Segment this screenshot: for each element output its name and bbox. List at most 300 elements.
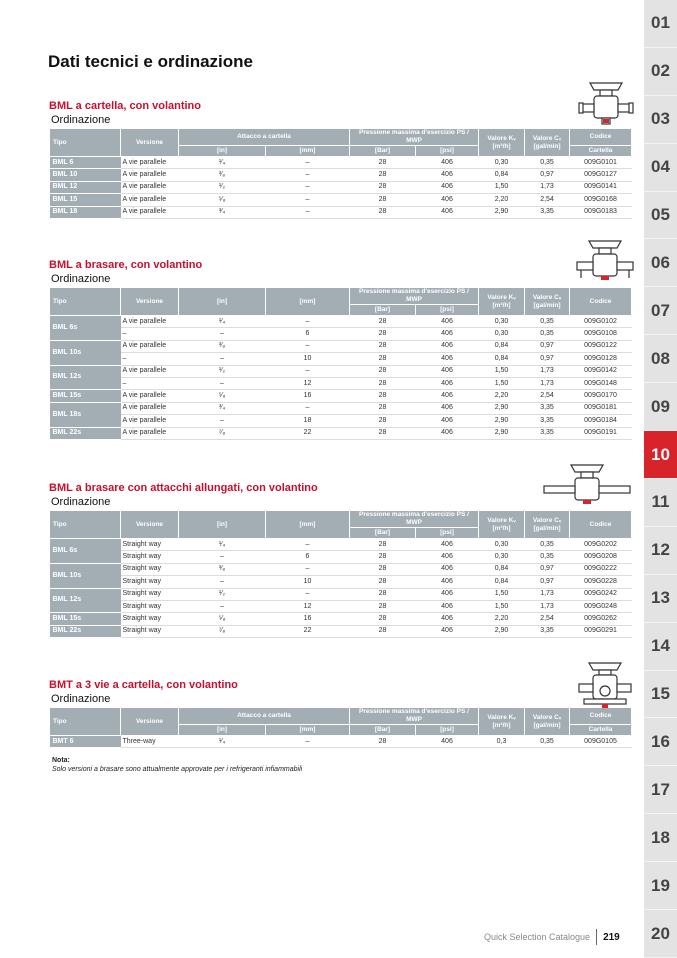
cell-versione: Straight way — [121, 613, 179, 625]
table-row — [50, 402, 632, 414]
header-in: [in] — [179, 511, 266, 539]
valve-flare-illustration — [578, 79, 634, 131]
header-cv: Valore Cᵥ [gal/min] — [525, 288, 570, 316]
chapter-tab-10[interactable]: 10 — [644, 431, 677, 479]
header-cv: Valore Cᵥ [gal/min] — [525, 511, 570, 539]
cell-bar: 28 — [350, 328, 416, 340]
cell-versione: A vie parallele — [121, 169, 179, 181]
cell-kv: 2,20 — [479, 194, 525, 206]
cell-psi: 406 — [416, 353, 479, 365]
cell-mm: 18 — [266, 415, 350, 427]
cell-codice: 009G0168 — [570, 194, 632, 206]
chapter-tab-03[interactable]: 03 — [644, 96, 677, 144]
cell-kv: 2,90 — [479, 427, 525, 439]
table-row — [50, 588, 632, 600]
chapter-tab-20[interactable]: 20 — [644, 910, 677, 958]
header-pressione: Pressione massima d'esercizio PS / MWP — [350, 708, 479, 725]
cell-psi: 406 — [416, 613, 479, 625]
cell-codice: 009G0128 — [570, 353, 632, 365]
cell-versione: Three-way — [121, 736, 179, 748]
cell-versione: A vie parallele — [121, 194, 179, 206]
order-table — [49, 128, 632, 219]
cell-tipo: BML 12s — [50, 588, 121, 613]
header-codice: Codice — [570, 708, 632, 725]
cell-codice: 009G0191 — [570, 427, 632, 439]
cell-tipo: BML 18s — [50, 402, 121, 427]
header-cv: Valore Cᵥ [gal/min] — [525, 129, 570, 157]
header-mm: [mm] — [266, 146, 350, 157]
cell-tipo: BML 15s — [50, 390, 121, 402]
cell-bar: 28 — [350, 625, 416, 637]
cell-codice: 009G0122 — [570, 340, 632, 352]
cell-codice: 009G0108 — [570, 328, 632, 340]
header-kv: Valore Kᵥ [m³/h] — [479, 129, 525, 157]
note — [52, 756, 302, 774]
header-tipo: Tipo — [50, 288, 121, 316]
cell-cv: 1,73 — [525, 181, 570, 193]
cell-mm: 12 — [266, 600, 350, 612]
cell-versione: – — [121, 328, 179, 340]
cell-kv: 0,30 — [479, 551, 525, 563]
cell-cv: 0,35 — [525, 328, 570, 340]
page-number: 219 — [603, 931, 620, 943]
note-label: Nota: — [52, 757, 70, 764]
cell-tipo: BML 6s — [50, 316, 121, 341]
table-row — [50, 194, 632, 206]
cell-bar: 28 — [350, 340, 416, 352]
cell-kv: 2,20 — [479, 613, 525, 625]
chapter-tab-16[interactable]: 16 — [644, 719, 677, 767]
cell-in: ³⁄₈ — [179, 340, 266, 352]
cell-bar: 28 — [350, 402, 416, 414]
cell-psi: 406 — [416, 206, 479, 218]
header-bar: [Bar] — [350, 528, 416, 539]
cell-codice: 009G0105 — [570, 736, 632, 748]
cell-mm: 16 — [266, 613, 350, 625]
cell-bar: 28 — [350, 181, 416, 193]
chapter-tab-18[interactable]: 18 — [644, 814, 677, 862]
chapter-tabs — [644, 0, 677, 958]
cell-bar: 28 — [350, 206, 416, 218]
cell-kv: 1,50 — [479, 365, 525, 377]
table-row — [50, 390, 632, 402]
header-versione: Versione — [121, 288, 179, 316]
cell-cv: 0,35 — [525, 736, 570, 748]
order-table — [49, 287, 632, 440]
cell-cv: 3,35 — [525, 402, 570, 414]
cell-cv: 3,35 — [525, 427, 570, 439]
section-subtitle: Ordinazione — [51, 273, 111, 285]
table-row — [50, 625, 632, 637]
cell-cv: 2,54 — [525, 390, 570, 402]
header-kv: Valore Kᵥ [m³/h] — [479, 708, 525, 736]
cell-bar: 28 — [350, 415, 416, 427]
cell-in: ¹⁄₂ — [179, 181, 266, 193]
cell-versione: A vie parallele — [121, 365, 179, 377]
cell-codice: 009G0127 — [570, 169, 632, 181]
header-mm: [mm] — [266, 288, 350, 316]
section-subtitle: Ordinazione — [51, 693, 111, 705]
cell-mm: 10 — [266, 353, 350, 365]
footer-divider — [596, 929, 597, 945]
section-title: BMT a 3 vie a cartella, con volantino — [49, 679, 238, 691]
header-cartella: Cartella — [570, 146, 632, 157]
cell-tipo: BML 18 — [50, 206, 121, 218]
cell-in: ⁷⁄₈ — [179, 625, 266, 637]
header-cv: Valore Cᵥ [gal/min] — [525, 708, 570, 736]
cell-in: ⁷⁄₈ — [179, 427, 266, 439]
chapter-tab-05[interactable]: 05 — [644, 192, 677, 240]
cell-tipo: BML 10 — [50, 169, 121, 181]
chapter-tab-12[interactable]: 12 — [644, 527, 677, 575]
chapter-tab-06[interactable]: 06 — [644, 240, 677, 288]
header-pressione: Pressione massima d'esercizio PS / MWP — [350, 511, 479, 528]
table-row — [50, 551, 632, 563]
cell-codice: 009G0222 — [570, 563, 632, 575]
chapter-tab-14[interactable]: 14 — [644, 623, 677, 671]
cell-cv: 0,35 — [525, 539, 570, 551]
cell-cv: 0,35 — [525, 157, 570, 169]
table-row — [50, 539, 632, 551]
cell-codice: 009G0184 — [570, 415, 632, 427]
order-table — [49, 707, 632, 748]
cell-mm: 6 — [266, 551, 350, 563]
cell-bar: 28 — [350, 169, 416, 181]
table-row — [50, 377, 632, 389]
cell-psi: 406 — [416, 588, 479, 600]
cell-mm: 12 — [266, 377, 350, 389]
header-attacco: Attacco a cartella — [179, 129, 350, 146]
cell-versione: Straight way — [121, 576, 179, 588]
table-row — [50, 353, 632, 365]
cell-versione: A vie parallele — [121, 181, 179, 193]
chapter-tab-19[interactable]: 19 — [644, 862, 677, 910]
cell-bar: 28 — [350, 316, 416, 328]
header-cartella: Cartella — [570, 725, 632, 736]
cell-bar: 28 — [350, 551, 416, 563]
header-versione: Versione — [121, 511, 179, 539]
valve-extended-illustration — [540, 462, 634, 510]
cell-kv: 0,30 — [479, 157, 525, 169]
table-row — [50, 181, 632, 193]
cell-codice: 009G0141 — [570, 181, 632, 193]
header-in: [in] — [179, 288, 266, 316]
cell-tipo: BML 15s — [50, 613, 121, 625]
cell-mm: – — [266, 316, 350, 328]
cell-mm: 6 — [266, 328, 350, 340]
cell-codice: 009G0148 — [570, 377, 632, 389]
cell-psi: 406 — [416, 539, 479, 551]
cell-in: ⁵⁄₈ — [179, 613, 266, 625]
cell-codice: 009G0142 — [570, 365, 632, 377]
cell-versione: A vie parallele — [121, 157, 179, 169]
cell-in: ¹⁄₄ — [179, 316, 266, 328]
header-kv: Valore Kᵥ [m³/h] — [479, 511, 525, 539]
section-bml-cartella — [49, 99, 631, 219]
cell-psi: 406 — [416, 415, 479, 427]
header-versione: Versione — [121, 708, 179, 736]
cell-bar: 28 — [350, 427, 416, 439]
cell-mm: – — [266, 563, 350, 575]
table-row — [50, 365, 632, 377]
chapter-tab-13[interactable]: 13 — [644, 575, 677, 623]
cell-cv: 0,97 — [525, 169, 570, 181]
cell-bar: 28 — [350, 613, 416, 625]
table-row — [50, 340, 632, 352]
header-tipo: Tipo — [50, 708, 121, 736]
chapter-tab-09[interactable]: 09 — [644, 383, 677, 431]
section-title: BML a cartella, con volantino — [49, 100, 201, 112]
cell-in: – — [179, 551, 266, 563]
cell-mm: 22 — [266, 427, 350, 439]
cell-kv: 2,20 — [479, 390, 525, 402]
cell-bar: 28 — [350, 365, 416, 377]
section-bml-brasare — [49, 258, 631, 440]
cell-codice: 009G0291 — [570, 625, 632, 637]
cell-versione: Straight way — [121, 588, 179, 600]
cell-kv: 0,30 — [479, 328, 525, 340]
cell-mm: – — [266, 340, 350, 352]
cell-tipo: BML 10s — [50, 340, 121, 365]
cell-cv: 0,97 — [525, 340, 570, 352]
cell-kv: 0,84 — [479, 340, 525, 352]
cell-bar: 28 — [350, 600, 416, 612]
cell-codice: 009G0102 — [570, 316, 632, 328]
cell-bar: 28 — [350, 194, 416, 206]
valve-3way-illustration — [576, 660, 634, 710]
cell-kv: 2,90 — [479, 402, 525, 414]
cell-psi: 406 — [416, 563, 479, 575]
cell-bar: 28 — [350, 563, 416, 575]
cell-codice: 009G0228 — [570, 576, 632, 588]
cell-codice: 009G0248 — [570, 600, 632, 612]
cell-psi: 406 — [416, 625, 479, 637]
header-in: [in] — [179, 146, 266, 157]
cell-bar: 28 — [350, 353, 416, 365]
header-bar: [Bar] — [350, 305, 416, 316]
header-in: [in] — [179, 725, 266, 736]
cell-bar: 28 — [350, 736, 416, 748]
cell-psi: 406 — [416, 576, 479, 588]
table-row — [50, 427, 632, 439]
cell-codice: 009G0101 — [570, 157, 632, 169]
header-psi: [psi] — [416, 725, 479, 736]
order-table — [49, 510, 632, 638]
cell-kv: 0,3 — [479, 736, 525, 748]
cell-psi: 406 — [416, 390, 479, 402]
table-row — [50, 600, 632, 612]
cell-codice: 009G0242 — [570, 588, 632, 600]
cell-versione: A vie parallele — [121, 390, 179, 402]
header-codice: Codice — [570, 129, 632, 146]
cell-versione: A vie parallele — [121, 427, 179, 439]
cell-kv: 2,90 — [479, 415, 525, 427]
cell-mm: – — [266, 402, 350, 414]
cell-psi: 406 — [416, 377, 479, 389]
cell-mm: 10 — [266, 576, 350, 588]
cell-in: ³⁄₄ — [179, 206, 266, 218]
chapter-tab-01[interactable]: 01 — [644, 0, 677, 48]
cell-tipo: BML 6 — [50, 157, 121, 169]
cell-cv: 3,35 — [525, 206, 570, 218]
cell-psi: 406 — [416, 316, 479, 328]
cell-psi: 406 — [416, 551, 479, 563]
header-codice: Codice — [570, 511, 632, 539]
cell-tipo: BML 12s — [50, 365, 121, 390]
cell-in: ³⁄₈ — [179, 563, 266, 575]
cell-bar: 28 — [350, 390, 416, 402]
cell-codice: 009G0202 — [570, 539, 632, 551]
cell-mm: – — [266, 181, 350, 193]
cell-cv: 0,97 — [525, 353, 570, 365]
cell-bar: 28 — [350, 377, 416, 389]
cell-kv: 0,84 — [479, 563, 525, 575]
cell-tipo: BML 22s — [50, 625, 121, 637]
cell-in: – — [179, 353, 266, 365]
cell-in: ¹⁄₄ — [179, 539, 266, 551]
cell-kv: 1,50 — [479, 600, 525, 612]
header-codice: Codice — [570, 288, 632, 316]
note-text: Solo versioni a brasare sono attualmente approvate per i refrigeranti infiammabili — [52, 766, 303, 773]
chapter-tab-17[interactable]: 17 — [644, 766, 677, 814]
header-bar: [Bar] — [350, 725, 416, 736]
table-row — [50, 613, 632, 625]
cell-psi: 406 — [416, 427, 479, 439]
cell-in: ⁵⁄₈ — [179, 390, 266, 402]
chapter-tab-15[interactable]: 15 — [644, 671, 677, 719]
cell-in: ¹⁄₂ — [179, 365, 266, 377]
cell-codice: 009G0181 — [570, 402, 632, 414]
cell-cv: 1,73 — [525, 588, 570, 600]
section-title: BML a brasare con attacchi allungati, con volantino — [49, 482, 318, 494]
header-psi: [psi] — [416, 528, 479, 539]
cell-kv: 1,50 — [479, 377, 525, 389]
cell-kv: 2,90 — [479, 206, 525, 218]
catalogue-name: Quick Selection Catalogue — [484, 932, 591, 942]
header-versione: Versione — [121, 129, 179, 157]
header-bar: [Bar] — [350, 146, 416, 157]
cell-in: ¹⁄₂ — [179, 588, 266, 600]
cell-mm: – — [266, 539, 350, 551]
cell-mm: – — [266, 588, 350, 600]
cell-kv: 0,84 — [479, 169, 525, 181]
cell-tipo: BML 10s — [50, 563, 121, 588]
valve-brazing-illustration — [575, 238, 635, 286]
cell-psi: 406 — [416, 328, 479, 340]
cell-in: ¹⁄₄ — [179, 157, 266, 169]
cell-mm: – — [266, 365, 350, 377]
cell-in: – — [179, 415, 266, 427]
cell-in: – — [179, 600, 266, 612]
cell-in: – — [179, 576, 266, 588]
header-psi: [psi] — [416, 146, 479, 157]
cell-cv: 3,35 — [525, 625, 570, 637]
cell-versione: Straight way — [121, 563, 179, 575]
chapter-tab-07[interactable]: 07 — [644, 287, 677, 335]
cell-in: ⁵⁄₈ — [179, 194, 266, 206]
cell-psi: 406 — [416, 340, 479, 352]
cell-kv: 2,90 — [479, 625, 525, 637]
cell-kv: 0,30 — [479, 316, 525, 328]
cell-tipo: BMT 6 — [50, 736, 121, 748]
header-psi: [psi] — [416, 305, 479, 316]
cell-cv: 0,35 — [525, 551, 570, 563]
table-row — [50, 328, 632, 340]
table-row — [50, 206, 632, 218]
cell-versione: A vie parallele — [121, 402, 179, 414]
cell-cv: 1,73 — [525, 365, 570, 377]
cell-mm: 22 — [266, 625, 350, 637]
cell-psi: 406 — [416, 194, 479, 206]
cell-tipo: BML 22s — [50, 427, 121, 439]
chapter-tab-02[interactable]: 02 — [644, 48, 677, 96]
cell-cv: 0,97 — [525, 576, 570, 588]
cell-kv: 0,30 — [479, 539, 525, 551]
cell-versione: Straight way — [121, 551, 179, 563]
cell-mm: – — [266, 206, 350, 218]
cell-in: ³⁄₈ — [179, 169, 266, 181]
cell-psi: 406 — [416, 157, 479, 169]
section-subtitle: Ordinazione — [51, 496, 111, 508]
table-row — [50, 736, 632, 748]
cell-versione: Straight way — [121, 539, 179, 551]
cell-versione: A vie parallele — [121, 316, 179, 328]
cell-cv: 0,35 — [525, 316, 570, 328]
cell-cv: 2,54 — [525, 613, 570, 625]
header-tipo: Tipo — [50, 129, 121, 157]
cell-kv: 1,50 — [479, 181, 525, 193]
cell-tipo: BML 12 — [50, 181, 121, 193]
cell-kv: 0,84 — [479, 576, 525, 588]
chapter-tab-08[interactable]: 08 — [644, 335, 677, 383]
cell-cv: 3,35 — [525, 415, 570, 427]
chapter-tab-04[interactable]: 04 — [644, 144, 677, 192]
page-title: Dati tecnici e ordinazione — [48, 52, 253, 71]
cell-codice: 009G0208 — [570, 551, 632, 563]
header-attacco: Attacco a cartella — [179, 708, 350, 725]
cell-kv: 1,50 — [479, 588, 525, 600]
header-tipo: Tipo — [50, 511, 121, 539]
cell-cv: 1,73 — [525, 377, 570, 389]
cell-mm: 16 — [266, 390, 350, 402]
table-row — [50, 157, 632, 169]
cell-codice: 009G0183 — [570, 206, 632, 218]
section-bmt-3vie — [49, 678, 631, 748]
table-row — [50, 415, 632, 427]
header-kv: Valore Kᵥ [m³/h] — [479, 288, 525, 316]
cell-codice: 009G0170 — [570, 390, 632, 402]
chapter-tab-11[interactable]: 11 — [644, 479, 677, 527]
cell-cv: 1,73 — [525, 600, 570, 612]
cell-psi: 406 — [416, 181, 479, 193]
cell-bar: 28 — [350, 539, 416, 551]
header-mm: [mm] — [266, 725, 350, 736]
cell-versione: A vie parallele — [121, 415, 179, 427]
table-row — [50, 563, 632, 575]
cell-versione: Straight way — [121, 600, 179, 612]
cell-bar: 28 — [350, 576, 416, 588]
cell-cv: 0,97 — [525, 563, 570, 575]
cell-psi: 406 — [416, 600, 479, 612]
cell-mm: – — [266, 157, 350, 169]
cell-versione: – — [121, 377, 179, 389]
page-footer — [484, 929, 620, 945]
header-pressione: Pressione massima d'esercizio PS / MWP — [350, 129, 479, 146]
cell-cv: 2,54 — [525, 194, 570, 206]
cell-in: ³⁄₄ — [179, 402, 266, 414]
cell-versione: – — [121, 353, 179, 365]
cell-mm: – — [266, 736, 350, 748]
